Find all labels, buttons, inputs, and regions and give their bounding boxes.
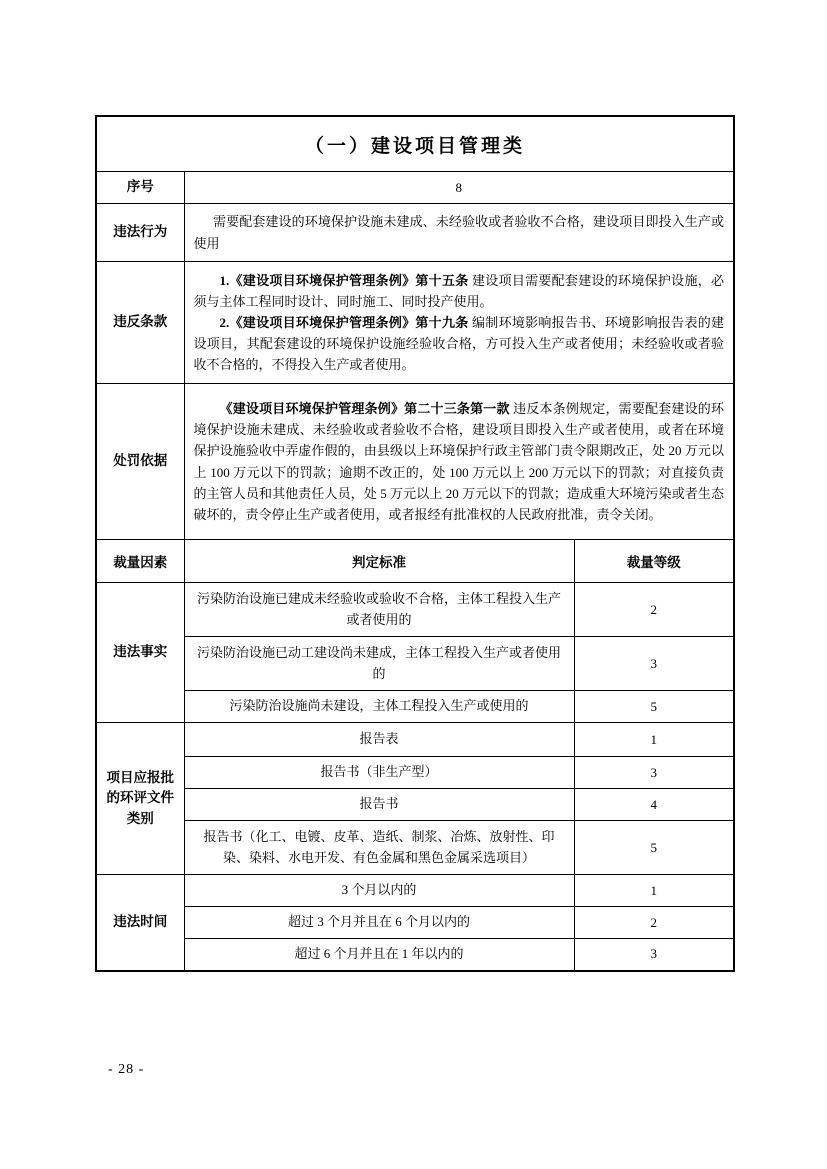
fact-1-grade: 2 <box>574 583 734 637</box>
group-label-eia-doc-type: 项目应报批的环评文件类别 <box>96 723 184 875</box>
illegal-act-content <box>184 204 734 262</box>
eia-doc-row-2 <box>96 757 734 789</box>
group-label-illegal-facts: 违法事实 <box>96 583 184 723</box>
header-factor: 裁量因素 <box>96 540 184 583</box>
fact-3-grade: 5 <box>574 691 734 723</box>
penalty-discretion-table <box>95 115 735 972</box>
page-number: - 28 - <box>108 1062 145 1077</box>
time-1-grade: 1 <box>574 875 734 907</box>
fact-2-grade: 3 <box>574 637 734 691</box>
time-3-grade: 3 <box>574 939 734 971</box>
violated-clauses-label: 违反条款 <box>96 262 184 384</box>
clause-paragraph-2 <box>194 312 725 375</box>
clause-1-title: 1.《建设项目环境保护管理条例》第十五条 <box>219 272 469 288</box>
eia-doc-2-grade: 3 <box>574 757 734 789</box>
time-row-1 <box>96 875 734 907</box>
illegal-act-row <box>96 204 734 262</box>
penalty-basis-label: 处罚依据 <box>96 384 184 540</box>
serial-value: 8 <box>184 172 734 204</box>
penalty-basis-paragraph <box>194 398 725 524</box>
title-row <box>96 116 734 172</box>
violated-clauses-content <box>184 262 734 384</box>
eia-doc-4-grade: 5 <box>574 821 734 875</box>
eia-doc-3-grade: 4 <box>574 789 734 821</box>
fact-3-criteria: 污染防治设施尚未建设，主体工程投入生产或使用的 <box>184 691 574 723</box>
violated-clauses-row <box>96 262 734 384</box>
serial-label: 序号 <box>96 172 184 204</box>
group-label-violation-duration: 违法时间 <box>96 875 184 971</box>
penalty-basis-text: 违反本条例规定，需要配套建设的环境保护设施未建成、未经验收或者验收不合格，建设项目即投入生产或者使用，或者在环境保护设施验收中弄虚作假的，由县级以上环境保护行政主管部门责令限期改正，处 20 万元以上 100 万元以下的罚款；逾期不改正的，处 100 万元以上 200 万元以下的罚款；对直接负责的主管人员和其他责任人员，处 5 万元以上 20 万元以下的罚款；造成重大环境污染或者生态破坏的，责令停止生产或者使用，或者报经有批准权的人民政府批准，责令关闭。 <box>193 401 725 522</box>
penalty-basis-row <box>96 384 734 540</box>
time-row-3 <box>96 939 734 971</box>
time-2-grade: 2 <box>574 907 734 939</box>
penalty-basis-title: 《建设项目环境保护管理条例》第二十三条第一款 <box>219 401 510 417</box>
fact-2-criteria: 污染防治设施已动工建设尚未建成，主体工程投入生产或者使用的 <box>184 637 574 691</box>
clause-2-title: 2.《建设项目环境保护管理条例》第十九条 <box>219 314 469 330</box>
illegal-act-text: 需要配套建设的环境保护设施未建成、未经验收或者验收不合格，建设项目即投入生产或使用 <box>193 214 725 251</box>
clause-1-text: 建设项目需要配套建设的环境保护设施，必须与主体工程同时设计、同时施工、同时投产使用。 <box>193 272 724 309</box>
time-2-criteria: 超过 3 个月并且在 6 个月以内的 <box>184 907 574 939</box>
serial-row <box>96 172 734 204</box>
header-grade: 裁量等级 <box>574 540 734 583</box>
criteria-header-row <box>96 540 734 583</box>
eia-doc-2-criteria: 报告书（非生产型） <box>184 757 574 789</box>
fact-row-1 <box>96 583 734 637</box>
table-title: （一）建设项目管理类 <box>96 116 734 172</box>
time-3-criteria: 超过 6 个月并且在 1 年以内的 <box>184 939 574 971</box>
time-row-2 <box>96 907 734 939</box>
time-1-criteria: 3 个月以内的 <box>184 875 574 907</box>
clause-paragraph-1 <box>194 270 725 312</box>
eia-doc-row-4 <box>96 821 734 875</box>
fact-row-3 <box>96 691 734 723</box>
eia-doc-row-3 <box>96 789 734 821</box>
fact-1-criteria: 污染防治设施已建成未经验收或验收不合格，主体工程投入生产或者使用的 <box>184 583 574 637</box>
header-criteria: 判定标准 <box>184 540 574 583</box>
eia-doc-row-1 <box>96 723 734 757</box>
eia-doc-3-criteria: 报告书 <box>184 789 574 821</box>
fact-row-2 <box>96 637 734 691</box>
illegal-act-label: 违法行为 <box>96 204 184 262</box>
eia-doc-1-criteria: 报告表 <box>184 723 574 757</box>
eia-doc-4-criteria: 报告书（化工、电镀、皮革、造纸、制浆、冶炼、放射性、印染、染料、水电开发、有色金属和黑色金属采选项目） <box>184 821 574 875</box>
clause-2-text: 编制环境影响报告书、环境影响报告表的建设项目，其配套建设的环境保护设施经验收合格，方可投入生产或者使用；未经验收或者验收不合格的，不得投入生产或者使用。 <box>193 314 725 373</box>
eia-doc-1-grade: 1 <box>574 723 734 757</box>
penalty-basis-content <box>184 384 734 540</box>
